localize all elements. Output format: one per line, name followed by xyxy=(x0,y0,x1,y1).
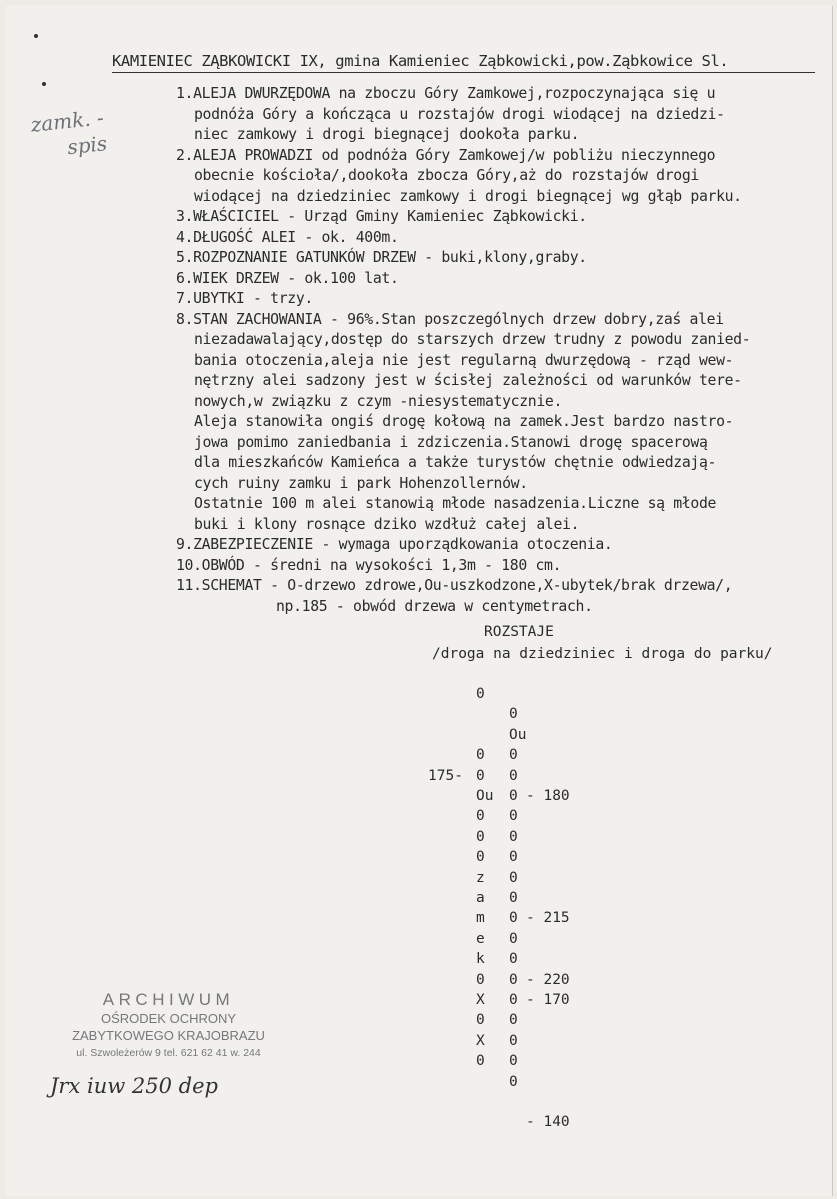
girth-label: 175- xyxy=(428,767,463,784)
tree-mark: 0 xyxy=(509,1032,518,1049)
item-line: 2.ALEJA PROWADZI od podnóża Góry Zamkowej/w pobliżu nieczynnego xyxy=(176,146,716,164)
item-line: np.185 - obwód drzewa w centymetrach. xyxy=(276,597,593,615)
stamp-address: ul. Szwoleżerów 9 tel. 621 62 41 w. 244 xyxy=(76,1047,261,1059)
tree-mark: 0 xyxy=(509,706,518,723)
tree-mark: k xyxy=(476,951,485,968)
schema-subheading: /droga na dziedziniec i droga do parku/ xyxy=(432,646,773,662)
tree-mark: 0 xyxy=(509,951,518,968)
item-line: 8.STAN ZACHOWANIA - 96%.Stan poszczególnych drzew dobry,zaś alei xyxy=(176,310,724,328)
item-line: niec zamkowy i drogi biegnącej dookoła parku. xyxy=(194,126,580,143)
item-line: niezadawalający,dostęp do starszych drzew trudny z powodu zanied- xyxy=(194,331,751,348)
tree-mark: 0 xyxy=(476,849,485,866)
item-line: Ostatnie 100 m alei stanowią młode nasadzenia.Liczne są młode xyxy=(194,495,717,512)
stamp-line: OŚRODEK OCHRONY xyxy=(100,1011,237,1026)
handwritten-note: Jrx iuw 250 dep xyxy=(50,1074,218,1098)
document-title: KAMIENIEC ZĄBKOWICKI IX, gmina Kamieniec Ząbkowicki,pow.Ząbkowice Sl. xyxy=(112,52,729,70)
tree-mark: 0 xyxy=(509,828,518,845)
item-line: dla mieszkańców Kamieńca a także turystów chętnie odwiedzają- xyxy=(194,454,717,471)
tree-mark: 0 xyxy=(509,1053,518,1070)
stamp-title: ARCHIWUM xyxy=(102,990,235,1009)
item-line: bania otoczenia,aleja nie jest regularną dwurzędową - rząd wew- xyxy=(194,351,734,369)
item-line: 6.WIEK DRZEW - ok.100 lat. xyxy=(176,269,399,287)
item-line: nętrzny alei sadzony jest w ścisłej zależności od warunków tere- xyxy=(194,372,742,389)
tree-mark: 0 xyxy=(509,788,518,804)
tree-mark: 0 xyxy=(509,747,518,764)
tree-mark: Ou xyxy=(509,726,527,743)
tree-mark: 0 xyxy=(509,849,518,866)
tree-mark: 0 xyxy=(509,890,518,906)
tree-mark: 0 xyxy=(509,1073,518,1090)
tree-mark: 0 xyxy=(509,1012,518,1029)
item-line: wiodącej na dziedziniec zamkowy i drogi biegnącej wg głąb parku. xyxy=(194,187,742,205)
document-page xyxy=(6,6,833,1196)
tree-mark: 0 xyxy=(509,971,518,988)
item-line: buki i klony rosnące dziko wzdłuż całej alei. xyxy=(194,515,580,533)
margin-note-line: spis xyxy=(66,131,109,160)
item-line: 9.ZABEZPIECZENIE - wymaga uporządkowania otoczenia. xyxy=(176,536,613,553)
item-line: 10.OBWÓD - średni na wysokości 1,3m - 180 cm. xyxy=(176,556,562,574)
girth-label: - 180 xyxy=(526,788,570,804)
item-line: 4.DŁUGOŚĆ ALEI - ok. 400m. xyxy=(176,228,399,246)
tree-mark: Ou xyxy=(476,788,494,804)
tree-mark: 0 xyxy=(476,686,485,702)
girth-label: - 215 xyxy=(526,910,570,927)
item-line: Aleja stanowiła ongiś drogę kołową na zamek.Jest bardzo nastro- xyxy=(194,413,734,430)
girth-label: - 140 xyxy=(526,1114,570,1131)
girth-label: - 170 xyxy=(526,992,570,1008)
tree-mark: 0 xyxy=(509,767,518,784)
item-line: 3.WŁAŚCICIEL - Urząd Gminy Kamieniec Ząbkowicki. xyxy=(176,208,587,225)
tree-mark: 0 xyxy=(509,869,518,886)
archive-stamp xyxy=(61,990,276,1059)
schema-heading: ROZSTAJE xyxy=(484,624,554,640)
tree-mark: 0 xyxy=(509,992,518,1008)
item-line: jowa pomimo zaniedbania i zdziczenia.Stanowi drogę spacerową xyxy=(194,433,708,451)
item-line: 5.ROZPOZNANIE GATUNKÓW DRZEW - buki,klony,graby. xyxy=(176,249,587,266)
tree-mark: 0 xyxy=(509,910,518,927)
title-underline xyxy=(112,72,815,73)
margin-note xyxy=(29,104,108,163)
item-line: 11.SCHEMAT - O-drzewo zdrowe,Ou-uszkodzone,X-ubytek/brak drzewa/, xyxy=(176,577,733,594)
margin-note-line: zamk. - xyxy=(29,105,105,137)
tree-mark: 0 xyxy=(476,828,485,845)
tree-mark: 0 xyxy=(509,930,518,947)
tree-mark: X xyxy=(476,1032,485,1049)
girth-label: - 220 xyxy=(526,971,570,988)
stamp-line: ZABYTKOWEGO KRAJOBRAZU xyxy=(72,1028,265,1043)
tree-mark: X xyxy=(476,992,485,1008)
tree-mark: z xyxy=(476,869,485,886)
tree-mark: 0 xyxy=(476,971,485,988)
tree-mark: 0 xyxy=(476,747,485,764)
item-line: obecnie kościoła/,dookoła zbocza Góry,aż do rozstajów drogi xyxy=(194,167,699,184)
item-line: podnóża Góry a kończąca u rozstajów drogi wiodącej na dziedzi- xyxy=(194,105,725,123)
tree-mark: a xyxy=(476,890,485,906)
tree-mark: 0 xyxy=(476,808,485,825)
tree-mark: 0 xyxy=(476,767,485,784)
tree-mark: m xyxy=(476,910,485,927)
item-line: 7.UBYTKI - trzy. xyxy=(176,290,313,307)
punch-mark xyxy=(34,34,38,38)
tree-mark: 0 xyxy=(476,1012,485,1029)
tree-mark: e xyxy=(476,930,485,947)
item-line: nowych,w związku z czym -niesystematycznie. xyxy=(194,392,563,410)
punch-mark xyxy=(42,82,46,86)
item-line: 1.ALEJA DWURZĘDOWA na zboczu Góry Zamkowej,rozpoczynająca się u xyxy=(176,85,716,102)
tree-mark: 0 xyxy=(509,808,518,825)
tree-mark: 0 xyxy=(476,1053,485,1070)
item-list xyxy=(176,84,836,617)
item-line: cych ruiny zamku i park Hohenzollernów. xyxy=(194,474,528,492)
